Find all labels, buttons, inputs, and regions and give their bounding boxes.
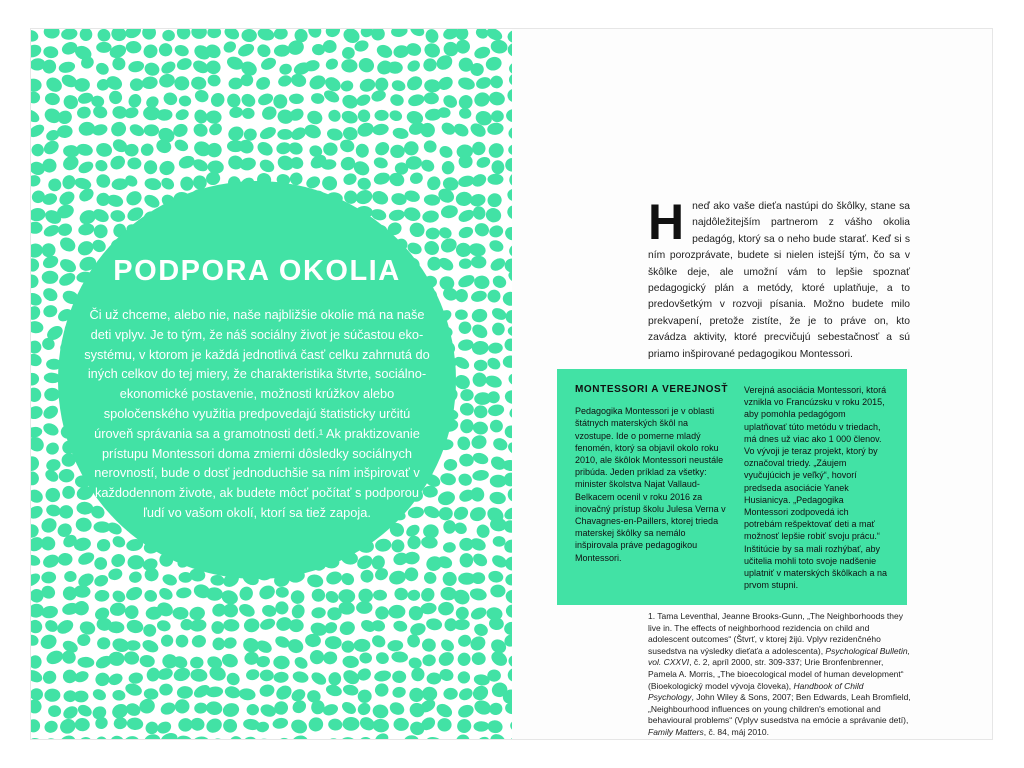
sidebar-column-right — [744, 384, 889, 591]
chapter-intro-text: Či už chceme, alebo nie, naše najbližšie okolie má na naše deti vplyv. Je to tým, že náš sociálny život je súčastou eko-systému, v ktorom je každá jednotlivá časť celku zahrnutá do iných celkov do tej miery, že charakteristika štvrte, sociálno-ekonomické postavenie, možnosti krúžkov alebo spoločenského využitia predpovedajú štatisticky určitú úroveň správania sa a gramotnosti detí.¹ Ak praktizovanie prístupu Montessori doma zmierni dôsledky sociálnych nerovností, bude o dosť jednoduchšie sa ním inšpirovať v každodennom živote, ak budete môcť počítať s podporou ľudí vo vašom okolí, ktorí sa tiež zapoja. — [84, 307, 430, 520]
intro-body-text: neď ako vaše dieťa nastúpi do škôlky, stane sa najdôležitejším partnerom z vášho okolia pedagóg, ktorý sa o neho bude starať. Keď si s ním porozprávate, budete si nielen istejší tým, čo sa v škôlke deje, ale umožní vám to lepšie spoznať pedagogický plán a metódy, ktoré uplatňuje, a to predovšetkým v rozvoji písania. Možno budete milo prekvapení, pretože zistíte, že je to práve on, kto zavádza aktivity, ktoré precvičujú sebestačnosť a sú priamo inšpirované pedagogikou Montessori. — [648, 201, 910, 360]
footnote-segment: , John Wiley & Sons, 2007; Ben Edwards, Leah Bromfield, „Neighbourhood influences on young children's emotional and behavioural problems“ (Vplyv susedstva na emócie a správanie detí), — [648, 692, 911, 726]
title-circle — [58, 181, 456, 579]
footnote-segment: , č. 2, apríl 2000, str. 309-337; Urie Bronfenbrenner, Pamela A. Morris, „The bioecological model of human development“ (Bioekologický model vývoja človeka), — [648, 657, 904, 691]
sidebar-column-right-text: Verejná asociácia Montessori, ktorá vznikla vo Francúzsku v roku 2015, aby pomohla pedagógom uplatňovať túto metódu v triedach, má dnes už viac ako 1 000 členov. Vo vývoji je teraz projekt, ktorý by označoval triedy. „Záujem vyučujúcich je veľký“, hovorí predseda asociácie Yanek Husianicya. „Pedagogika Montessori zodpovedá ich potrebám rešpektovať deti a mať možnosť lepšie robiť svoju prácu.“ Inštitúcie by sa mali rozhýbať, aby učitelia mohli toto svoje nadšenie uplatniť v materských škôlkach a na prvom stupni. — [744, 385, 887, 591]
footnote-segment: 1. Tama Leventhal, Jeanne Brooks-Gunn, „The Neighborhoods they live in. The effects of neighborhood rezidencia on child and adolescent outcomes“ (Štvrť, v ktorej žijú. Vplyv rezidenčného susedstva na výsledky dieťaťa a adolescenta), — [648, 611, 903, 656]
footnote — [648, 611, 911, 739]
intro-paragraph — [648, 194, 910, 363]
sidebar-title: MONTESSORI A VEREJNOSŤ — [575, 384, 729, 395]
dropcap-letter: H — [648, 194, 685, 250]
montessori-sidebar-box — [557, 369, 907, 605]
chapter-title: PODPORA OKOLIA — [113, 255, 401, 287]
footnote-segment-italic: Handbook of Child Psychology — [648, 680, 864, 703]
footnote-segment-italic: Psychological Bulletin, vol. CXXVI — [648, 645, 910, 668]
sidebar-column-left — [575, 384, 728, 591]
footnote-segment-italic: Family Matters — [648, 726, 704, 737]
left-page — [31, 29, 512, 739]
book-spread — [30, 28, 993, 740]
sidebar-column-left-text: Pedagogika Montessori je v oblasti štátnych materských škôl na vzostupe. Ide o pomerne mladý fenomén, ktorý sa objavil okolo roku 2010, ale škôlok Montessori neustále pribúda. Jeden príklad za všetky: minister školstva Najat Vallaud-Belkacem ocenil v roku 2016 za inovačný prístup školu Julesa Verna v Chavagnes-en-Paillers, ktorej trieda materskej škôlky sa nemálo inšpirovala práve pedagogikou Montessori. — [575, 406, 726, 563]
footnote-segment: , č. 84, máj 2010. — [703, 726, 769, 737]
right-page — [512, 29, 992, 739]
